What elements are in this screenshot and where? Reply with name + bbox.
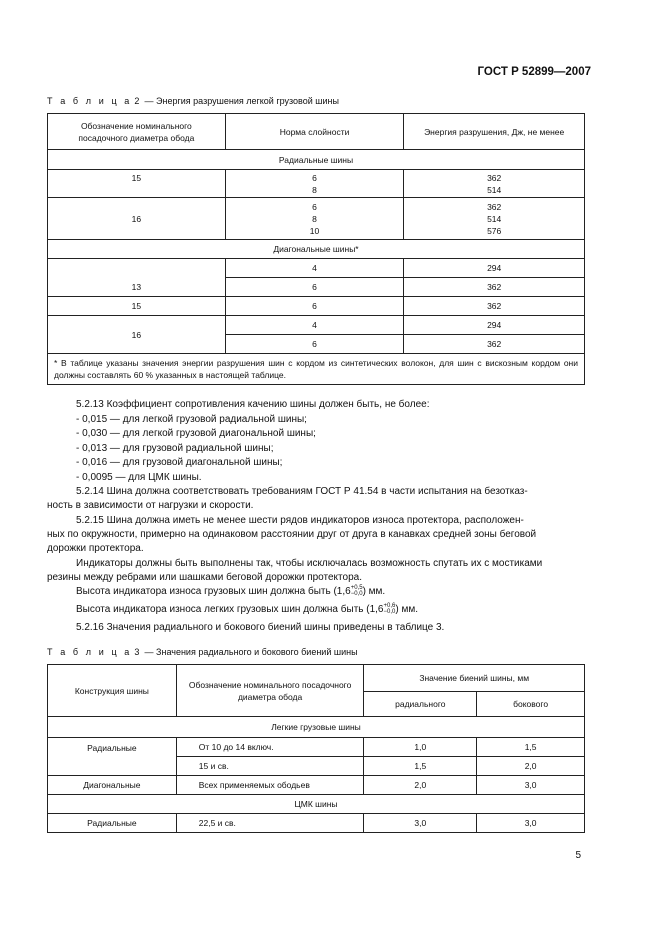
list-item: - 0,030 — для легкой грузовой диагональной шины; xyxy=(76,428,316,439)
table3-caption-title: — Значения радиального и бокового биений шины xyxy=(144,647,358,657)
table2-cell: 13 xyxy=(48,259,226,297)
table3-section-cmk: ЦМК шины xyxy=(48,795,585,814)
tolerance xyxy=(351,585,363,597)
table2-cell: 15 xyxy=(48,170,226,198)
table3-cell: От 10 до 14 включ. xyxy=(176,738,364,757)
list-item: - 0,016 — для грузовой диагональной шины; xyxy=(76,457,283,468)
table3-section-light: Легкие грузовые шины xyxy=(48,717,585,738)
table2-header-energy: Энергия разрушения, Дж, не менее xyxy=(404,114,585,150)
formula-text: Высота индикатора износа грузовых шин должна быть (1,6 xyxy=(76,586,351,597)
table2-ply-value: 10 xyxy=(309,225,320,236)
table3-cell: 3,0 xyxy=(477,814,585,833)
table2-header-diameter: Обозначение номинального посадочного диаметра обода xyxy=(48,114,226,150)
table3-header-diameter: Обозначение номинального посадочного диаметра обода xyxy=(176,665,364,717)
table2-cell xyxy=(225,198,404,240)
table2-caption-title: — Энергия разрушения легкой грузовой шины xyxy=(144,96,339,106)
formula-text: ) мм. xyxy=(395,604,418,615)
paragraph-5-2-15-line: ных по окружности, примерно на одинаковом расстоянии друг от друга в канавках средней зоны беговой xyxy=(47,529,537,540)
table2-cell: 16 xyxy=(48,316,226,354)
paragraph-5-2-16: 5.2.16 Значения радиального и бокового биений шины приведены в таблице 3. xyxy=(76,622,445,633)
table2-caption-prefix: Т а б л и ц а xyxy=(47,96,132,106)
table2-ply-value: 8 xyxy=(312,184,317,195)
table2-caption-number: 2 xyxy=(134,96,143,106)
table2-energy-value: 514 xyxy=(487,213,502,224)
table2-cell xyxy=(404,198,585,240)
body-text xyxy=(47,398,585,638)
table2-energy-value: 362 xyxy=(487,201,502,212)
table2 xyxy=(47,113,585,385)
table2-ply-value: 8 xyxy=(312,213,317,224)
paragraph-indicators-line: резины между ребрами или шашками беговой дорожки протектора. xyxy=(47,572,362,583)
table3-cell: 3,0 xyxy=(477,776,585,795)
table2-cell: 294 xyxy=(404,259,585,278)
table3-header-values: Значение биений шины, мм xyxy=(364,665,585,692)
paragraph-5-2-15-line: 5.2.15 Шина должна иметь не менее шести рядов индикаторов износа протектора, расположен- xyxy=(76,515,524,526)
table3-cell: 15 и св. xyxy=(176,757,364,776)
table3-caption-number: 3 xyxy=(134,647,143,657)
table3-header-lateral: бокового xyxy=(477,692,585,717)
tolerance-upper: +0,6 xyxy=(383,603,396,610)
formula-text: ) мм. xyxy=(362,586,386,597)
table3-cell: 3,0 xyxy=(364,814,477,833)
table2-cell: 6 xyxy=(225,278,404,297)
table3-cell: 1,5 xyxy=(477,738,585,757)
table2-energy-value: 362 xyxy=(487,172,502,183)
paragraph-indicators-line: Индикаторы должны быть выполнены так, чтобы исключалась возможность спутать их с мостиками xyxy=(76,558,543,569)
paragraph-5-2-14-line: ность в зависимости от нагрузки и скорости. xyxy=(47,500,254,511)
table3-header-radial: радиального xyxy=(364,692,477,717)
table2-ply-value: 6 xyxy=(312,172,317,183)
list-item: - 0,0095 — для ЦМК шины. xyxy=(76,472,202,483)
table2-section-diagonal: Диагональные шины* xyxy=(48,240,585,259)
table2-cell xyxy=(404,170,585,198)
table2-cell: 6 xyxy=(225,297,404,316)
table2-cell: 6 xyxy=(225,335,404,354)
table2-cell: 362 xyxy=(404,335,585,354)
table2-ply-value: 6 xyxy=(312,201,317,212)
tolerance xyxy=(384,603,396,615)
table2-cell: 362 xyxy=(404,297,585,316)
table2-energy-value: 514 xyxy=(487,184,502,195)
table2-header-ply: Норма слойности xyxy=(225,114,404,150)
table3-cell: Диагональные xyxy=(48,776,177,795)
paragraph-5-2-14-line: 5.2.14 Шина должна соответствовать требованиям ГОСТ Р 41.54 в части испытания на безотказ- xyxy=(76,486,528,497)
table3-cell: Радиальные xyxy=(48,738,177,776)
indicator-height-truck xyxy=(76,585,385,599)
list-item: - 0,015 — для легкой грузовой радиальной шины; xyxy=(76,414,307,425)
table3-cell: 2,0 xyxy=(364,776,477,795)
table3-cell: Радиальные xyxy=(48,814,177,833)
formula-text: Высота индикатора износа легких грузовых шин должна быть (1,6 xyxy=(76,604,384,615)
table2-cell: 294 xyxy=(404,316,585,335)
table2-caption xyxy=(47,96,339,106)
tolerance-upper: +0,5 xyxy=(350,585,363,592)
table2-cell xyxy=(225,170,404,198)
document-number: ГОСТ Р 52899—2007 xyxy=(477,66,591,78)
table3-cell: 22,5 и св. xyxy=(176,814,364,833)
table2-cell: 4 xyxy=(225,259,404,278)
table3-cell: 1,0 xyxy=(364,738,477,757)
table2-cell: 15 xyxy=(48,297,226,316)
table3-cell: 2,0 xyxy=(477,757,585,776)
page-number: 5 xyxy=(575,850,581,861)
table2-cell: 362 xyxy=(404,278,585,297)
table2-cell: 4 xyxy=(225,316,404,335)
paragraph-5-2-15-line: дорожки протектора. xyxy=(47,543,144,554)
table2-footnote: * В таблице указаны значения энергии разрушения шин с кордом из синтетических волокон, для шин с вискозным кордом они должны составлять 60 % указанных в настоящей таблице. xyxy=(48,354,585,385)
table2-section-radial: Радиальные шины xyxy=(48,150,585,170)
table2-cell: 16 xyxy=(48,198,226,240)
table3 xyxy=(47,664,585,833)
table3-cell: 1,5 xyxy=(364,757,477,776)
tolerance-lower: −0,0 xyxy=(383,609,396,616)
table3-header-construction: Конструкция шины xyxy=(48,665,177,717)
table3-cell: Всех применяемых ободьев xyxy=(176,776,364,795)
table3-caption-prefix: Т а б л и ц а xyxy=(47,647,132,657)
list-item: - 0,013 — для грузовой радиальной шины; xyxy=(76,443,274,454)
tolerance-lower: −0,0 xyxy=(350,591,363,598)
indicator-height-light-truck xyxy=(76,603,418,617)
table3-caption xyxy=(47,647,358,657)
paragraph-5-2-13: 5.2.13 Коэффициент сопротивления качению шины должен быть, не более: xyxy=(76,399,430,410)
table2-energy-value: 576 xyxy=(487,225,502,236)
